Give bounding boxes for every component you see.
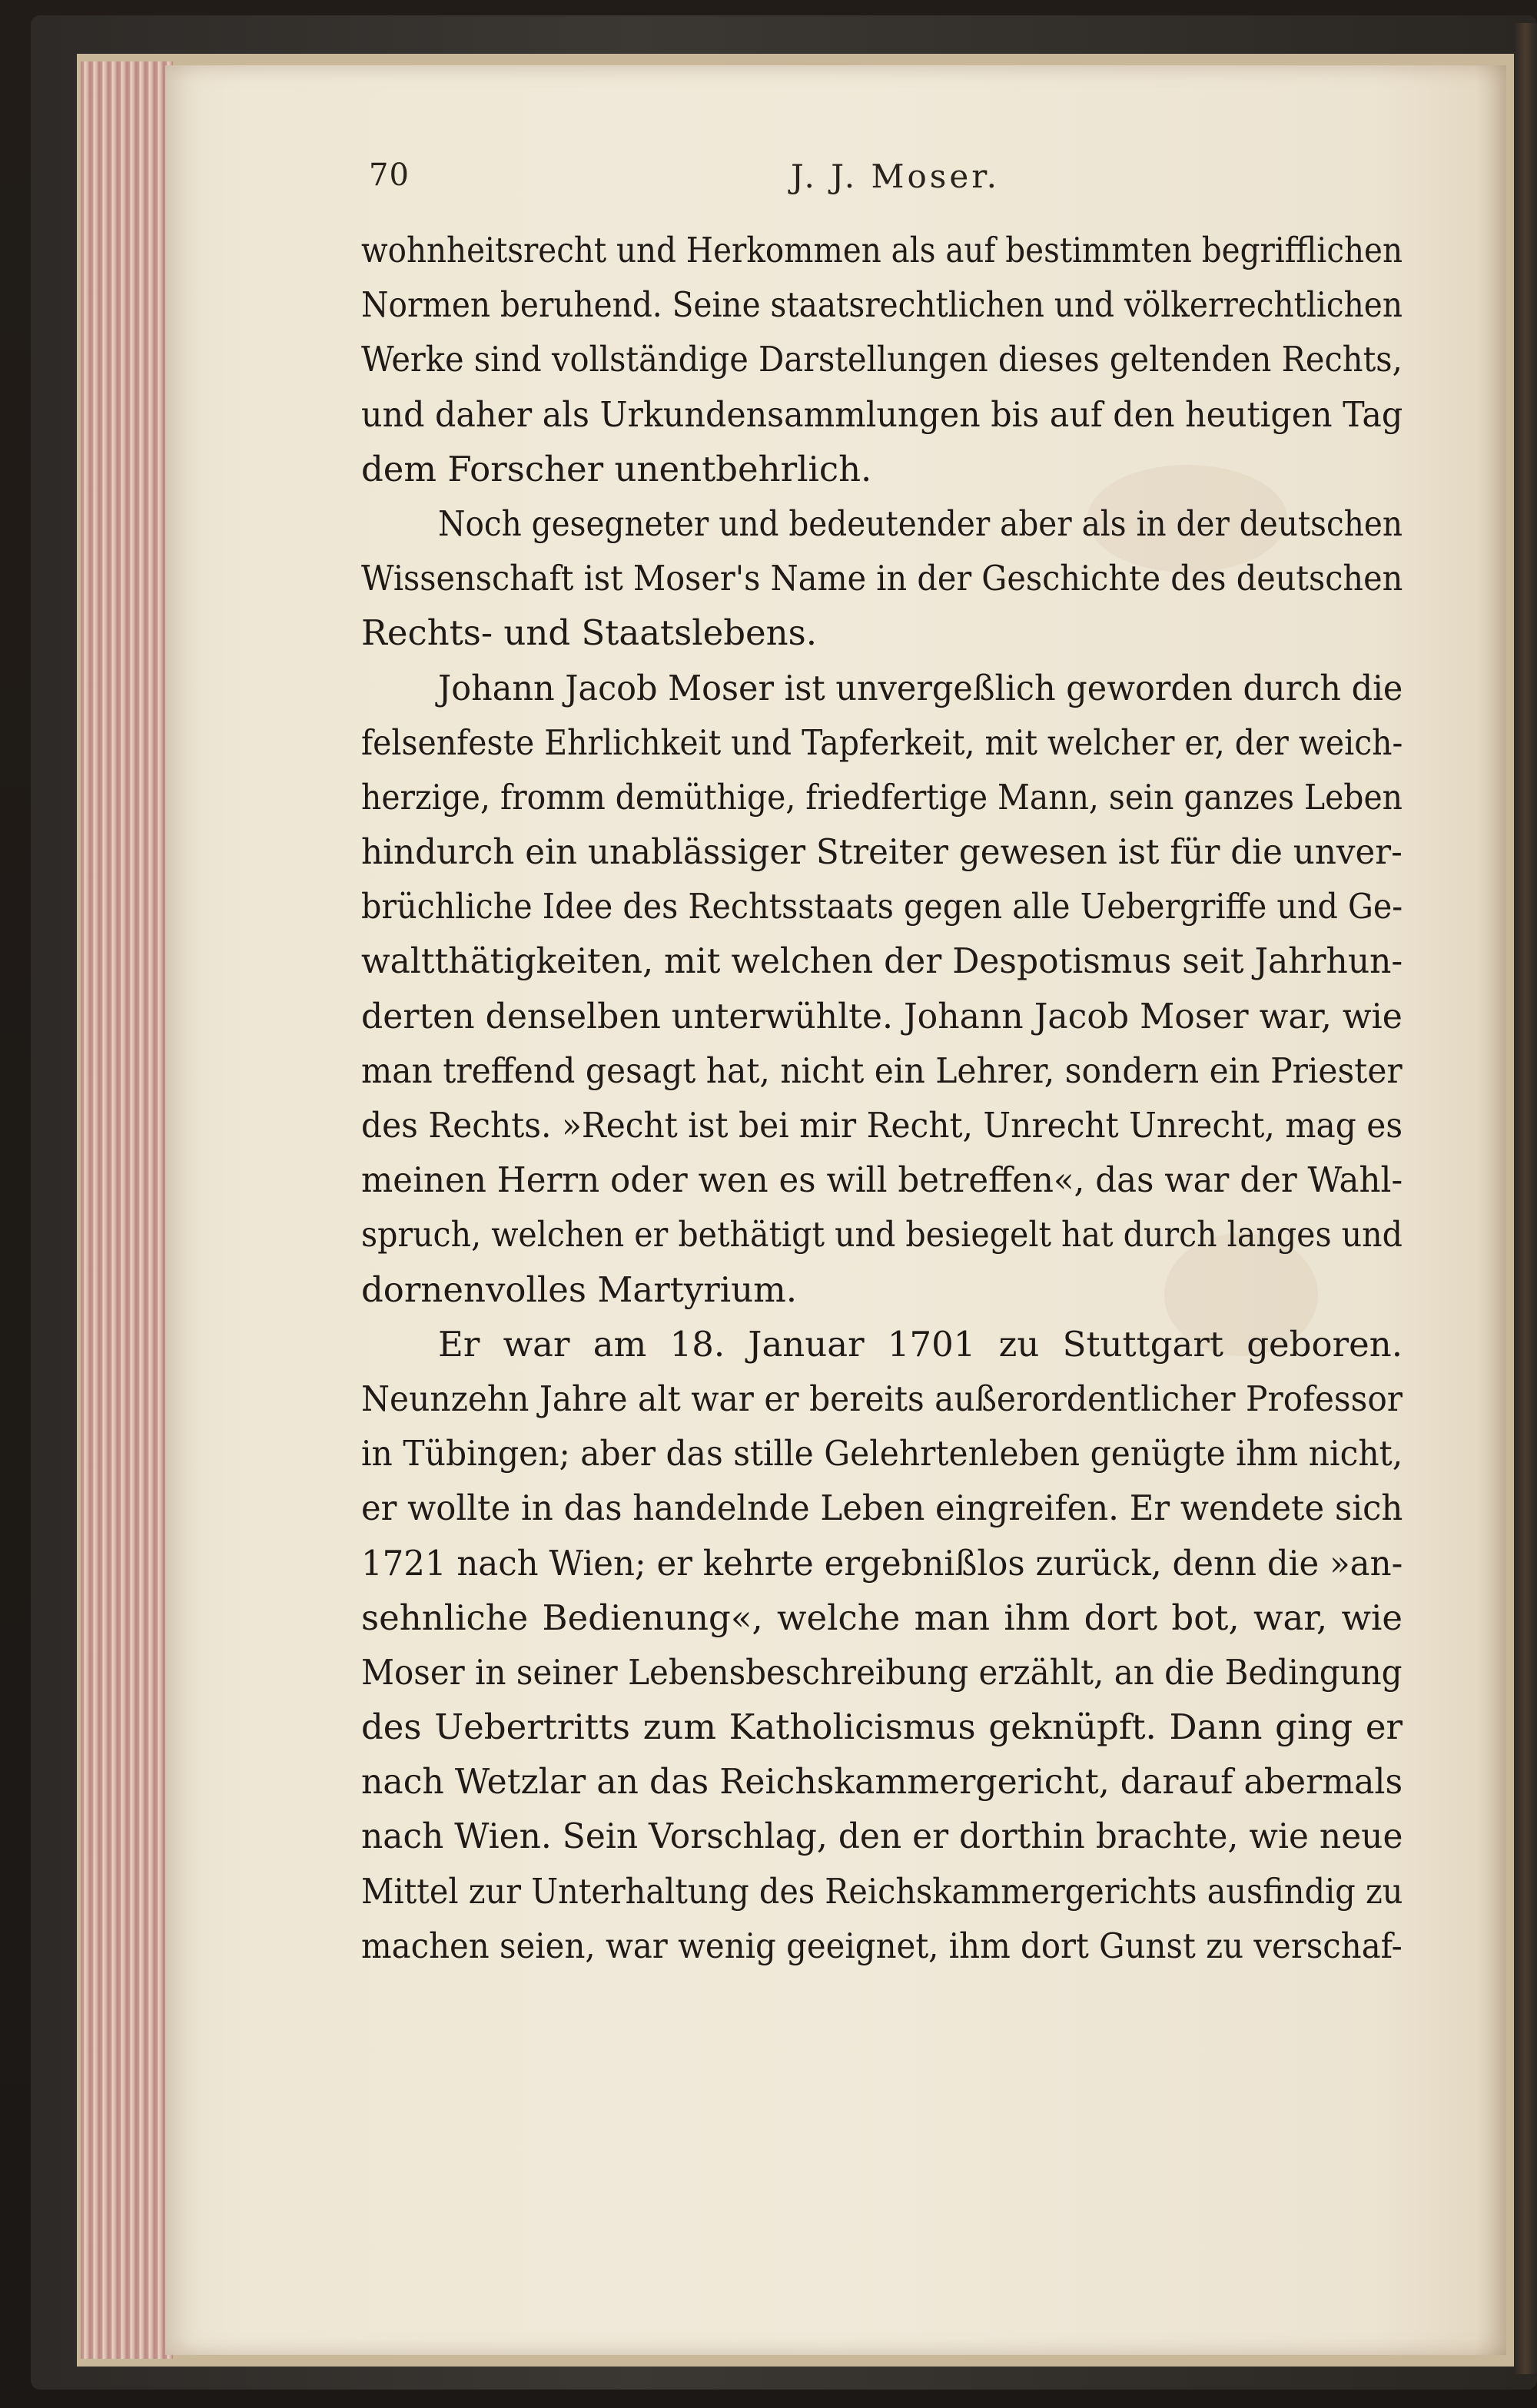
text-line-content: des Uebertritts zum Katholicismus geknüpft. Dann ging er	[361, 1706, 1403, 1748]
text-line	[361, 879, 1403, 934]
text-line	[361, 387, 1403, 442]
text-line	[361, 1864, 1403, 1919]
text-line	[361, 934, 1403, 988]
text-line	[361, 1371, 1403, 1426]
text-line-content: Johann Jacob Moser ist unvergeßlich geworden durch die	[438, 667, 1403, 708]
running-head: J. J. Moser.	[790, 158, 1001, 195]
text-line	[361, 1153, 1403, 1207]
text-line	[361, 442, 1403, 496]
text-line-content: Normen beruhend. Seine staatsrechtlichen und völkerrechtlichen	[361, 284, 1403, 326]
text-line	[361, 1481, 1403, 1535]
text-line	[361, 277, 1403, 332]
text-line-content: dornenvolles Martyrium.	[361, 1269, 798, 1310]
text-line-content: waltthätigkeiten, mit welchen der Despotismus seit Jahrhun-	[361, 940, 1403, 982]
text-line-content: des Rechts. »Recht ist bei mir Recht, Unrecht Unrecht, mag es	[361, 1105, 1403, 1146]
text-line-content: Noch gesegneter und bedeutender aber als in der deutschen	[438, 502, 1403, 544]
text-line	[361, 1700, 1403, 1754]
text-line	[361, 332, 1403, 386]
text-line	[361, 1754, 1403, 1809]
text-line-content: Wissenschaft ist Moser's Name in der Geschichte des deutschen	[361, 558, 1403, 599]
text-line-content: derten denselben unterwühlte. Johann Jacob Moser war, wie	[361, 995, 1403, 1037]
text-line	[361, 1426, 1403, 1481]
text-line	[361, 605, 1403, 660]
text-line-content: herzige, fromm demüthige, friedfertige Mann, sein ganzes Leben	[361, 776, 1403, 818]
text-line	[361, 223, 1403, 277]
text-line	[361, 1809, 1403, 1863]
text-line-content: Rechts- und Staatslebens.	[361, 612, 818, 654]
text-line-content: 1721 nach Wien; er kehrte ergebnißlos zurück, denn die »an-	[361, 1542, 1403, 1584]
text-line	[361, 770, 1403, 824]
body-text	[361, 223, 1403, 1973]
page-number: 70	[369, 158, 410, 193]
text-line-content: Moser in seiner Lebensbeschreibung erzählt, an die Bedingung	[361, 1651, 1403, 1693]
text-line-content: machen seien, war wenig geeignet, ihm dort Gunst zu verschaf-	[361, 1925, 1403, 1966]
text-line-content: wohnheitsrecht und Herkommen als auf bestimmten begrifflichen	[361, 230, 1403, 270]
text-line-content: Werke sind vollständige Darstellungen dieses geltenden Rechts,	[361, 339, 1403, 380]
text-line-content: Er war am 18. Januar 1701 zu Stuttgart geboren.	[438, 1323, 1403, 1365]
text-line	[361, 1590, 1403, 1645]
text-line-content: felsenfeste Ehrlichkeit und Tapferkeit, mit welcher er, der weich-	[361, 721, 1403, 763]
text-line-content: dem Forscher unentbehrlich.	[361, 448, 872, 489]
page-edges	[81, 61, 173, 2359]
text-line	[361, 1098, 1403, 1153]
text-line	[361, 1262, 1403, 1317]
text-line-content: hindurch ein unablässiger Streiter gewesen ist für die unver-	[361, 831, 1403, 873]
text-line	[361, 715, 1403, 770]
text-line	[361, 1536, 1403, 1590]
text-line-content: sehnliche Bedienung«, welche man ihm dort bot, war, wie	[361, 1597, 1403, 1638]
page-header	[369, 158, 1422, 204]
text-line-content: meinen Herrn oder wen es will betreffen«, das war der Wahl-	[361, 1159, 1403, 1201]
text-line	[361, 1919, 1403, 1973]
text-line-content: brüchliche Idee des Rechtsstaats gegen alle Uebergriffe und Ge-	[361, 886, 1403, 927]
text-line	[361, 1207, 1403, 1262]
text-line-content: und daher als Urkundensammlungen bis auf den heutigen Tag	[361, 393, 1403, 435]
text-line-content: er wollte in das handelnde Leben eingreifen. Er wendete sich	[361, 1488, 1403, 1529]
text-line	[361, 661, 1403, 715]
text-line	[361, 824, 1403, 879]
text-line-content: man treffend gesagt hat, nicht ein Lehrer, sondern ein Priester	[361, 1050, 1403, 1091]
text-line-content: Neunzehn Jahre alt war er bereits außerordentlicher Professor	[361, 1378, 1403, 1419]
book-cover-edge	[1514, 23, 1537, 2374]
text-line	[361, 1317, 1403, 1371]
text-line	[361, 496, 1403, 551]
text-line-content: in Tübingen; aber das stille Gelehrtenleben genügte ihm nicht,	[361, 1433, 1403, 1474]
text-line-content: spruch, welchen er bethätigt und besiegelt hat durch langes und	[361, 1214, 1403, 1255]
text-line	[361, 1645, 1403, 1700]
text-line	[361, 551, 1403, 605]
text-line	[361, 1043, 1403, 1098]
text-line-content: Mittel zur Unterhaltung des Reichskammergerichts ausfindig zu	[361, 1870, 1403, 1912]
text-line	[361, 989, 1403, 1043]
text-line-content: nach Wien. Sein Vorschlag, den er dorthin brachte, wie neue	[361, 1816, 1403, 1857]
text-line-content: nach Wetzlar an das Reichskammergericht, darauf abermals	[361, 1761, 1403, 1803]
